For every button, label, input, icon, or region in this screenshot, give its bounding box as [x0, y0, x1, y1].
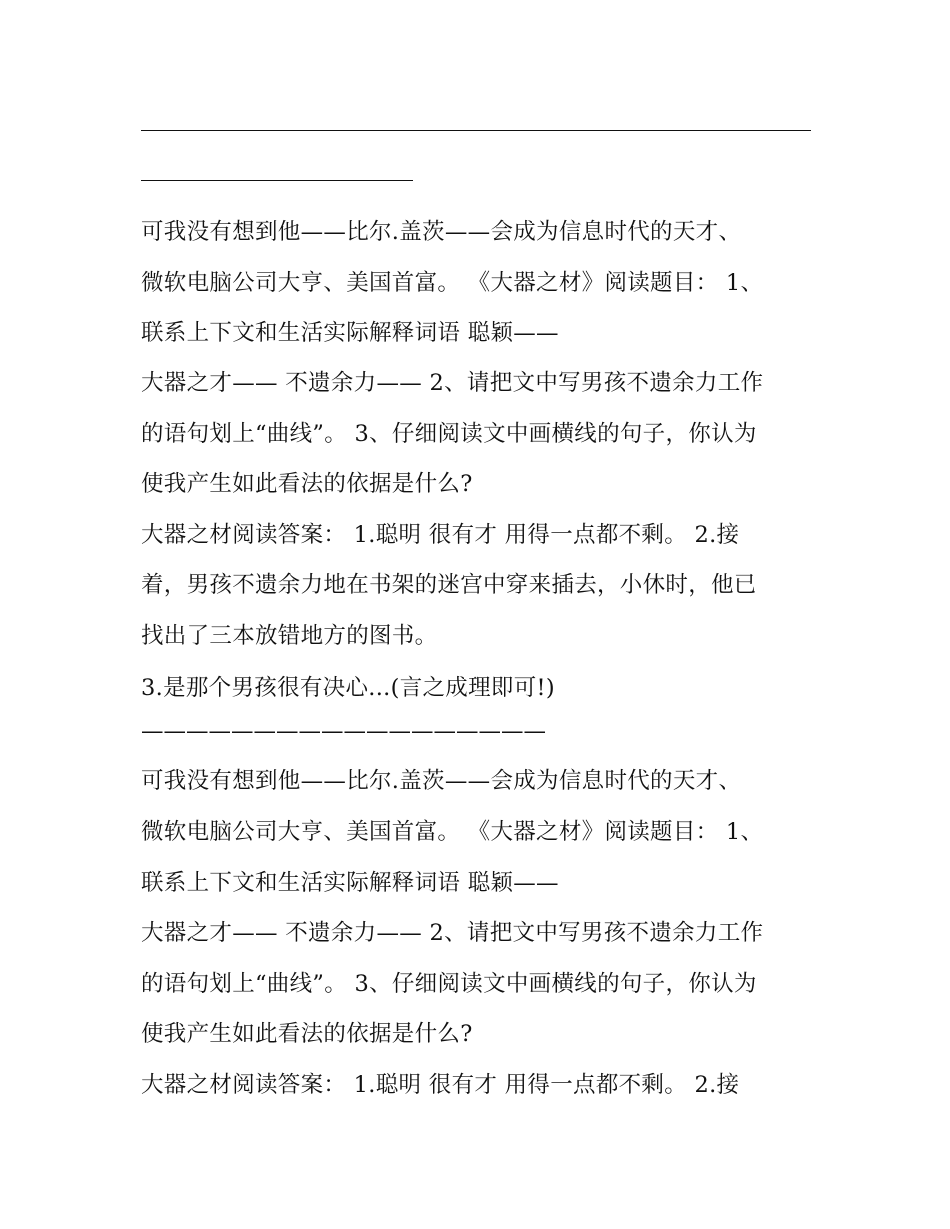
paragraph-line: 微软电脑公司大亨、美国首富。 《大器之材》阅读题目： 1、 [141, 270, 764, 296]
paragraph-line: 3.是那个男孩很有决心...(言之成理即可!) [141, 675, 555, 701]
paragraph-line: 微软电脑公司大亨、美国首富。 《大器之材》阅读题目： 1、 [141, 819, 764, 845]
dash-divider: —————————————————— [141, 718, 546, 744]
paragraph-line: 使我产生如此看法的依据是什么? [141, 471, 473, 497]
paragraph-line: 大器之才—— 不遗余力—— 2、请把文中写男孩不遗余力工作 [141, 370, 764, 396]
paragraph-line: 大器之材阅读答案： 1.聪明 很有才 用得一点都不剩。 2.接 [141, 522, 740, 548]
paragraph-line: 联系上下文和生活实际解释词语 聪颖—— [141, 870, 559, 896]
top-rule-short [141, 180, 413, 181]
paragraph-line: 可我没有想到他——比尔.盖茨——会成为信息时代的天才、 [141, 768, 742, 794]
paragraph-line: 找出了三本放错地方的图书。 [141, 623, 438, 649]
paragraph-line: 着，男孩不遗余力地在书架的迷宫中穿来插去，小休时，他已 [141, 572, 757, 598]
paragraph-line: 大器之才—— 不遗余力—— 2、请把文中写男孩不遗余力工作 [141, 920, 764, 946]
paragraph-line: 可我没有想到他——比尔.盖茨——会成为信息时代的天才、 [141, 219, 742, 245]
paragraph-line: 的语句划上“曲线”。 3、仔细阅读文中画横线的句子，你认为 [141, 421, 757, 447]
paragraph-line: 联系上下文和生活实际解释词语 聪颖—— [141, 320, 559, 346]
paragraph-line: 使我产生如此看法的依据是什么? [141, 1021, 473, 1047]
top-rule-long [141, 130, 811, 131]
paragraph-line: 大器之材阅读答案： 1.聪明 很有才 用得一点都不剩。 2.接 [141, 1072, 740, 1098]
paragraph-line: 的语句划上“曲线”。 3、仔细阅读文中画横线的句子，你认为 [141, 971, 757, 997]
